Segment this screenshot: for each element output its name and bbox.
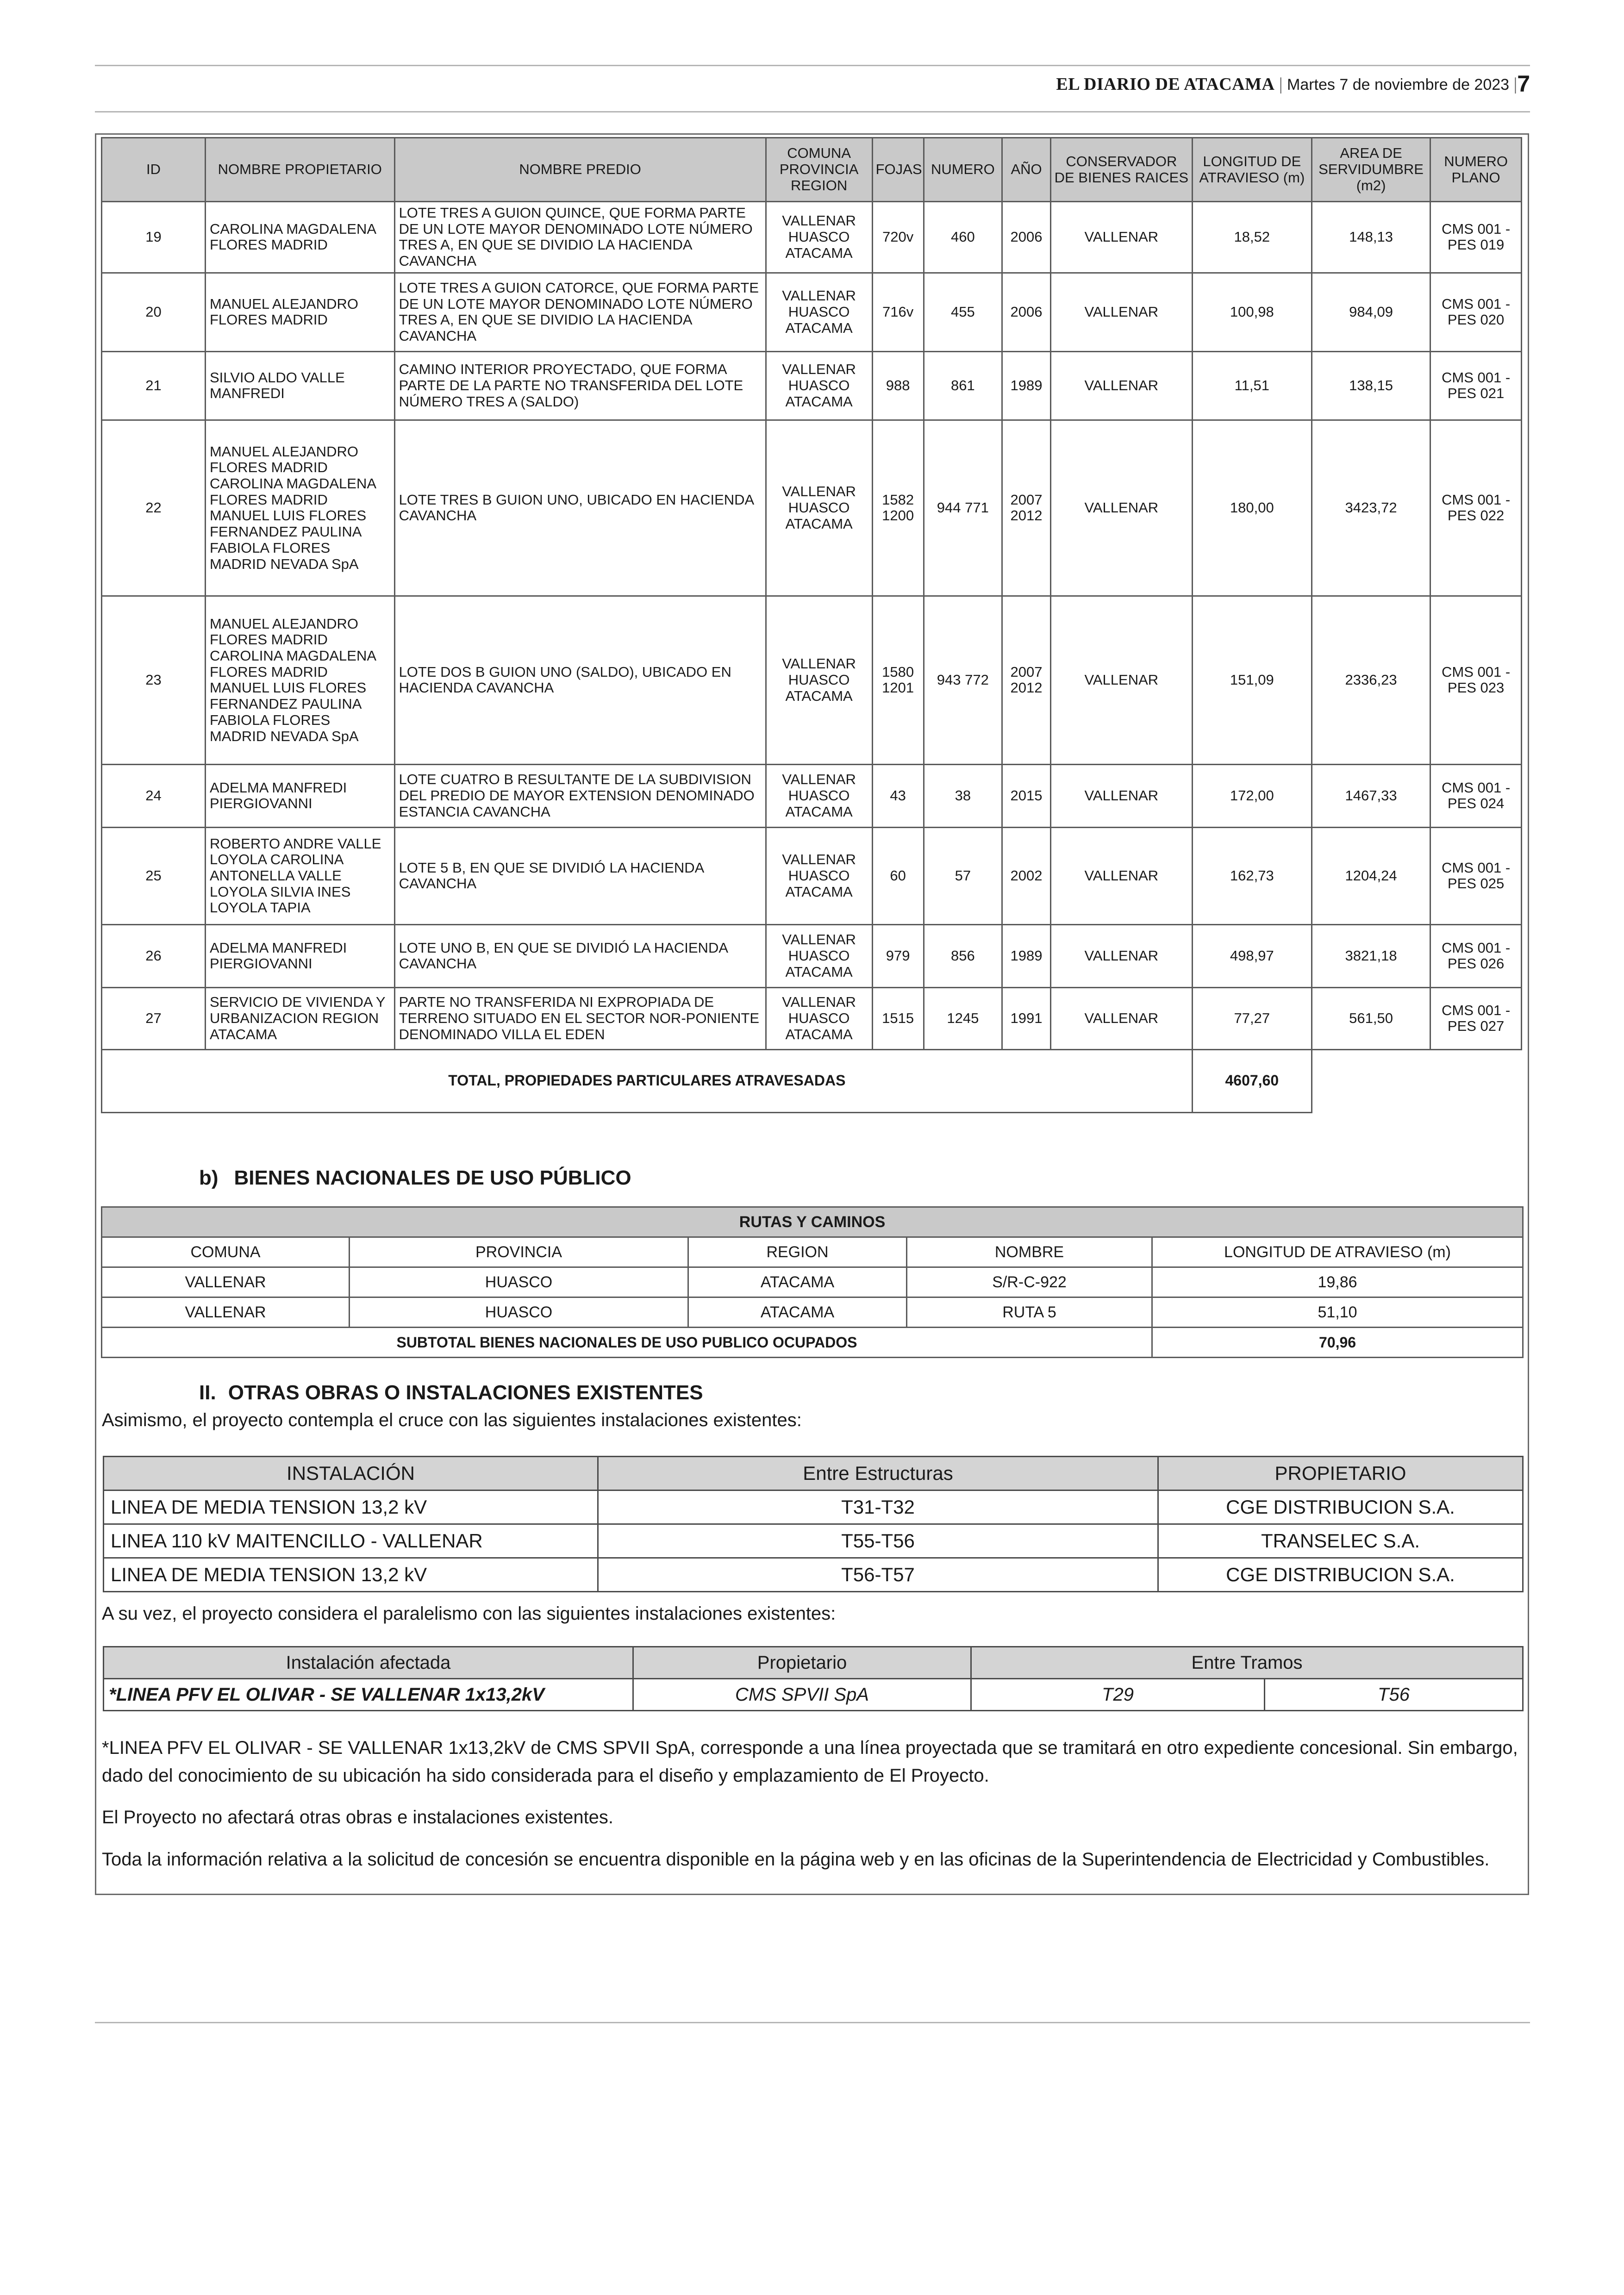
cell-plano: CMS 001 - PES 021 xyxy=(1430,351,1522,420)
cell-conservador: VALLENAR xyxy=(1051,596,1193,764)
cell-anio: 2002 xyxy=(1002,827,1051,924)
col-comuna: COMUNA xyxy=(102,1237,350,1267)
table-row xyxy=(102,924,1522,987)
cell-tramo-hasta: T56 xyxy=(1265,1679,1523,1711)
cell-anio: 2006 xyxy=(1002,273,1051,351)
cell-comuna: VALLENAR HUASCO ATACAMA xyxy=(766,420,872,596)
cell-anio: 1991 xyxy=(1002,987,1051,1049)
total-blank xyxy=(1312,1049,1521,1112)
cell-comuna: VALLENAR HUASCO ATACAMA xyxy=(766,351,872,420)
cell-owner: MANUEL ALEJANDRO FLORES MADRID CAROLINA MAGDALENA FLORES MADRID MANUEL LUIS FLORES FERNANDEZ PAULINA FABIOLA FLORES MADRID NEVADA SpA xyxy=(205,420,394,596)
parallel-intro: A su vez, el proyecto considera el paralelismo con las siguientes instalaciones existentes: xyxy=(102,1603,836,1624)
cell-longitud: 18,52 xyxy=(1192,202,1312,273)
cell-fojas: 988 xyxy=(872,351,924,420)
table-row xyxy=(102,1297,1523,1328)
cell-conservador: VALLENAR xyxy=(1051,273,1193,351)
cell-fojas: 1582 1200 xyxy=(872,420,924,596)
table-row xyxy=(104,1524,1523,1558)
col-id: ID xyxy=(102,138,206,202)
routes-band-title: RUTAS Y CAMINOS xyxy=(102,1207,1523,1237)
cell-id: 24 xyxy=(102,764,206,827)
cell-plano: CMS 001 - PES 022 xyxy=(1430,420,1522,596)
col-propietario: PROPIETARIO xyxy=(1158,1457,1523,1491)
section-ii-heading xyxy=(199,1381,703,1404)
properties-header-row xyxy=(102,138,1522,202)
cell-area: 561,50 xyxy=(1312,987,1430,1049)
cell-owner: ADELMA MANFREDI PIERGIOVANNI xyxy=(205,764,394,827)
cell-comuna: VALLENAR HUASCO ATACAMA xyxy=(766,827,872,924)
cell-numero: 38 xyxy=(924,764,1002,827)
cell-owner: CAROLINA MAGDALENA FLORES MADRID xyxy=(205,202,394,273)
cell-id: 19 xyxy=(102,202,206,273)
cell-provincia: HUASCO xyxy=(350,1267,688,1297)
cell-comuna: VALLENAR HUASCO ATACAMA xyxy=(766,596,872,764)
cell-comuna: VALLENAR HUASCO ATACAMA xyxy=(766,924,872,987)
cell-conservador: VALLENAR xyxy=(1051,827,1193,924)
cell-numero: 455 xyxy=(924,273,1002,351)
cell-id: 20 xyxy=(102,273,206,351)
cell-longitud: 180,00 xyxy=(1192,420,1312,596)
cell-predio: PARTE NO TRANSFERIDA NI EXPROPIADA DE TERRENO SITUADO EN EL SECTOR NOR-PONIENTE DENOMINADO VILLA EL EDEN xyxy=(394,987,766,1049)
cell-area: 3821,18 xyxy=(1312,924,1430,987)
section-b-title: BIENES NACIONALES DE USO PÚBLICO xyxy=(234,1166,631,1189)
cell-instalacion-afectada: *LINEA PFV EL OLIVAR - SE VALLENAR 1x13,2kV xyxy=(104,1679,633,1711)
table-row xyxy=(102,1267,1523,1297)
cell-longitud: 11,51 xyxy=(1192,351,1312,420)
cell-longitud: 100,98 xyxy=(1192,273,1312,351)
cell-owner: ROBERTO ANDRE VALLE LOYOLA CAROLINA ANTONELLA VALLE LOYOLA SILVIA INES LOYOLA TAPIA xyxy=(205,827,394,924)
cell-conservador: VALLENAR xyxy=(1051,987,1193,1049)
cell-comuna: VALLENAR xyxy=(102,1297,350,1328)
crossings-table xyxy=(103,1456,1524,1592)
cell-numero: 944 771 xyxy=(924,420,1002,596)
col-longitud: LONGITUD DE ATRAVIESO (m) xyxy=(1152,1237,1523,1267)
cell-area: 148,13 xyxy=(1312,202,1430,273)
page-header xyxy=(95,70,1530,97)
crossings-intro: Asimismo, el proyecto contempla el cruce con las siguientes instalaciones existentes: xyxy=(102,1410,802,1430)
cell-fojas: 979 xyxy=(872,924,924,987)
cell-comuna: VALLENAR xyxy=(102,1267,350,1297)
cell-anio: 2007 2012 xyxy=(1002,596,1051,764)
routes-header-row xyxy=(102,1237,1523,1267)
cell-predio: LOTE CUATRO B RESULTANTE DE LA SUBDIVISION DEL PREDIO DE MAYOR EXTENSION DENOMINADO ESTANCIA CAVANCHA xyxy=(394,764,766,827)
cell-conservador: VALLENAR xyxy=(1051,924,1193,987)
cell-anio: 2015 xyxy=(1002,764,1051,827)
cell-plano: CMS 001 - PES 019 xyxy=(1430,202,1522,273)
cell-predio: LOTE DOS B GUION UNO (SALDO), UBICADO EN HACIENDA CAVANCHA xyxy=(394,596,766,764)
cell-plano: CMS 001 - PES 026 xyxy=(1430,924,1522,987)
cell-plano: CMS 001 - PES 023 xyxy=(1430,596,1522,764)
cell-fojas: 716v xyxy=(872,273,924,351)
cell-fojas: 60 xyxy=(872,827,924,924)
section-b-letter: b) xyxy=(199,1166,219,1189)
cell-owner: SERVICIO DE VIVIENDA Y URBANIZACION REGION ATACAMA xyxy=(205,987,394,1049)
cell-estructuras: T56-T57 xyxy=(598,1558,1158,1592)
col-instalacion-afectada: Instalación afectada xyxy=(104,1647,633,1679)
cell-propietario: TRANSELEC S.A. xyxy=(1158,1524,1523,1558)
col-anio: AÑO xyxy=(1002,138,1051,202)
header-bottom-rule xyxy=(95,111,1530,112)
cell-instalacion: LINEA 110 kV MAITENCILLO - VALLENAR xyxy=(104,1524,598,1558)
table-row xyxy=(104,1491,1523,1524)
cell-region: ATACAMA xyxy=(688,1267,907,1297)
cell-fojas: 43 xyxy=(872,764,924,827)
parallel-note: *LINEA PFV EL OLIVAR - SE VALLENAR 1x13,2kV de CMS SPVII SpA, corresponde a una línea proyectada que se tramitará en otro expediente concesional. Sin embargo, dado del conocimiento de su ubicación ha sido considerada para el diseño y emplazamiento de El Proyecto. xyxy=(102,1738,1518,1786)
cell-estructuras: T31-T32 xyxy=(598,1491,1158,1524)
col-nombre: NOMBRE xyxy=(907,1237,1152,1267)
cell-anio: 1989 xyxy=(1002,924,1051,987)
cell-id: 23 xyxy=(102,596,206,764)
total-row xyxy=(102,1049,1522,1112)
cell-longitud: 162,73 xyxy=(1192,827,1312,924)
page-number: 7 xyxy=(1517,71,1530,97)
cell-comuna: VALLENAR HUASCO ATACAMA xyxy=(766,202,872,273)
cell-area: 2336,23 xyxy=(1312,596,1430,764)
cell-longitud: 19,86 xyxy=(1152,1267,1523,1297)
cell-longitud: 77,27 xyxy=(1192,987,1312,1049)
col-predio: NOMBRE PREDIO xyxy=(394,138,766,202)
cell-owner: MANUEL ALEJANDRO FLORES MADRID CAROLINA MAGDALENA FLORES MADRID MANUEL LUIS FLORES FERNANDEZ PAULINA FABIOLA FLORES MADRID NEVADA SpA xyxy=(205,596,394,764)
cell-comuna: VALLENAR HUASCO ATACAMA xyxy=(766,273,872,351)
publication-date: Martes 7 de noviembre de 2023 xyxy=(1287,76,1510,94)
col-instalacion: INSTALACIÓN xyxy=(104,1457,598,1491)
cell-plano: CMS 001 - PES 027 xyxy=(1430,987,1522,1049)
table-row xyxy=(104,1558,1523,1592)
table-row xyxy=(102,827,1522,924)
table-row xyxy=(102,420,1522,596)
cell-numero: 1245 xyxy=(924,987,1002,1049)
cell-tramo-desde: T29 xyxy=(971,1679,1265,1711)
col-provincia: PROVINCIA xyxy=(350,1237,688,1267)
cell-instalacion: LINEA DE MEDIA TENSION 13,2 kV xyxy=(104,1491,598,1524)
table-row xyxy=(102,987,1522,1049)
cell-numero: 861 xyxy=(924,351,1002,420)
cell-propietario: CGE DISTRIBUCION S.A. xyxy=(1158,1558,1523,1592)
table-row xyxy=(102,596,1522,764)
cell-owner: MANUEL ALEJANDRO FLORES MADRID xyxy=(205,273,394,351)
section-ii-title: OTRAS OBRAS O INSTALACIONES EXISTENTES xyxy=(228,1381,703,1404)
cell-area: 3423,72 xyxy=(1312,420,1430,596)
subtotal-row xyxy=(102,1328,1523,1358)
properties-table xyxy=(101,137,1522,1113)
cell-conservador: VALLENAR xyxy=(1051,202,1193,273)
cell-predio: LOTE UNO B, EN QUE SE DIVIDIÓ LA HACIENDA CAVANCHA xyxy=(394,924,766,987)
cell-numero: 943 772 xyxy=(924,596,1002,764)
col-entre-estructuras: Entre Estructuras xyxy=(598,1457,1158,1491)
cell-fojas: 1580 1201 xyxy=(872,596,924,764)
cell-propietario: CGE DISTRIBUCION S.A. xyxy=(1158,1491,1523,1524)
cell-numero: 460 xyxy=(924,202,1002,273)
col-conservador: CONSERVADOR DE BIENES RAICES xyxy=(1051,138,1193,202)
section-ii-roman: II. xyxy=(199,1381,216,1404)
cell-id: 27 xyxy=(102,987,206,1049)
col-area: AREA DE SERVIDUMBRE (m2) xyxy=(1312,138,1430,202)
col-propietario: Propietario xyxy=(633,1647,971,1679)
crossings-header-row xyxy=(104,1457,1523,1491)
cell-plano: CMS 001 - PES 025 xyxy=(1430,827,1522,924)
table-row xyxy=(102,351,1522,420)
cell-predio: LOTE TRES B GUION UNO, UBICADO EN HACIENDA CAVANCHA xyxy=(394,420,766,596)
parallel-header-row xyxy=(104,1647,1523,1679)
cell-longitud: 151,09 xyxy=(1192,596,1312,764)
total-label: TOTAL, PROPIEDADES PARTICULARES ATRAVESADAS xyxy=(102,1049,1193,1112)
subtotal-label: SUBTOTAL BIENES NACIONALES DE USO PUBLICO OCUPADOS xyxy=(102,1328,1152,1358)
col-region: REGION xyxy=(688,1237,907,1267)
col-longitud: LONGITUD DE ATRAVIESO (m) xyxy=(1192,138,1312,202)
cell-estructuras: T55-T56 xyxy=(598,1524,1158,1558)
cell-anio: 2007 2012 xyxy=(1002,420,1051,596)
cell-predio: CAMINO INTERIOR PROYECTADO, QUE FORMA PARTE DE LA PARTE NO TRANSFERIDA DEL LOTE NÚMERO TRES A (SALDO) xyxy=(394,351,766,420)
col-fojas: FOJAS xyxy=(872,138,924,202)
col-plano: NUMERO PLANO xyxy=(1430,138,1522,202)
cell-instalacion: LINEA DE MEDIA TENSION 13,2 kV xyxy=(104,1558,598,1592)
cell-plano: CMS 001 - PES 024 xyxy=(1430,764,1522,827)
cell-area: 1467,33 xyxy=(1312,764,1430,827)
cell-comuna: VALLENAR HUASCO ATACAMA xyxy=(766,764,872,827)
cell-nombre: RUTA 5 xyxy=(907,1297,1152,1328)
cell-provincia: HUASCO xyxy=(350,1297,688,1328)
table-row xyxy=(104,1679,1523,1711)
cell-predio: LOTE TRES A GUION QUINCE, QUE FORMA PARTE DE UN LOTE MAYOR DENOMINADO LOTE NÚMERO TRES A, EN QUE SE DIVIDIO LA HACIENDA CAVANCHA xyxy=(394,202,766,273)
cell-owner: ADELMA MANFREDI PIERGIOVANNI xyxy=(205,924,394,987)
cell-anio: 2006 xyxy=(1002,202,1051,273)
cell-conservador: VALLENAR xyxy=(1051,351,1193,420)
cell-plano: CMS 001 - PES 020 xyxy=(1430,273,1522,351)
cell-numero: 57 xyxy=(924,827,1002,924)
cell-predio: LOTE 5 B, EN QUE SE DIVIDIÓ LA HACIENDA CAVANCHA xyxy=(394,827,766,924)
cell-nombre: S/R-C-922 xyxy=(907,1267,1152,1297)
total-value: 4607,60 xyxy=(1192,1049,1312,1112)
cell-owner: SILVIO ALDO VALLE MANFREDI xyxy=(205,351,394,420)
cell-propietario: CMS SPVII SpA xyxy=(633,1679,971,1711)
cell-longitud: 172,00 xyxy=(1192,764,1312,827)
information-statement: Toda la información relativa a la solicitud de concesión se encuentra disponible en la página web y en las oficinas de la Superintendencia de Electricidad y Combustibles. xyxy=(102,1849,1490,1870)
cell-anio: 1989 xyxy=(1002,351,1051,420)
table-row xyxy=(102,764,1522,827)
header-separator: | xyxy=(1279,75,1283,94)
table-row xyxy=(102,273,1522,351)
cell-region: ATACAMA xyxy=(688,1297,907,1328)
col-comuna: COMUNA PROVINCIA REGION xyxy=(766,138,872,202)
routes-band-row xyxy=(102,1207,1523,1237)
cell-conservador: VALLENAR xyxy=(1051,764,1193,827)
parallel-table xyxy=(103,1646,1524,1711)
cell-area: 1204,24 xyxy=(1312,827,1430,924)
section-b-heading xyxy=(199,1166,631,1190)
footer-rule xyxy=(95,2022,1530,2023)
cell-area: 984,09 xyxy=(1312,273,1430,351)
header-separator-2: | xyxy=(1513,75,1518,94)
newspaper-name: EL DIARIO DE ATACAMA xyxy=(1056,75,1275,94)
header-top-rule xyxy=(95,65,1530,66)
cell-longitud: 51,10 xyxy=(1152,1297,1523,1328)
cell-id: 22 xyxy=(102,420,206,596)
cell-longitud: 498,97 xyxy=(1192,924,1312,987)
cell-conservador: VALLENAR xyxy=(1051,420,1193,596)
col-numero: NUMERO xyxy=(924,138,1002,202)
col-owner: NOMBRE PROPIETARIO xyxy=(205,138,394,202)
table-row xyxy=(102,202,1522,273)
routes-table xyxy=(101,1206,1524,1358)
cell-id: 26 xyxy=(102,924,206,987)
cell-comuna: VALLENAR HUASCO ATACAMA xyxy=(766,987,872,1049)
cell-predio: LOTE TRES A GUION CATORCE, QUE FORMA PARTE DE UN LOTE MAYOR DENOMINADO LOTE NÚMERO TRES A, EN QUE SE DIVIDIO LA HACIENDA CAVANCHA xyxy=(394,273,766,351)
cell-area: 138,15 xyxy=(1312,351,1430,420)
cell-numero: 856 xyxy=(924,924,1002,987)
cell-id: 25 xyxy=(102,827,206,924)
col-entre-tramos: Entre Tramos xyxy=(971,1647,1523,1679)
no-affect-statement: El Proyecto no afectará otras obras e instalaciones existentes. xyxy=(102,1807,614,1827)
subtotal-value: 70,96 xyxy=(1152,1328,1523,1358)
cell-fojas: 720v xyxy=(872,202,924,273)
cell-fojas: 1515 xyxy=(872,987,924,1049)
cell-id: 21 xyxy=(102,351,206,420)
